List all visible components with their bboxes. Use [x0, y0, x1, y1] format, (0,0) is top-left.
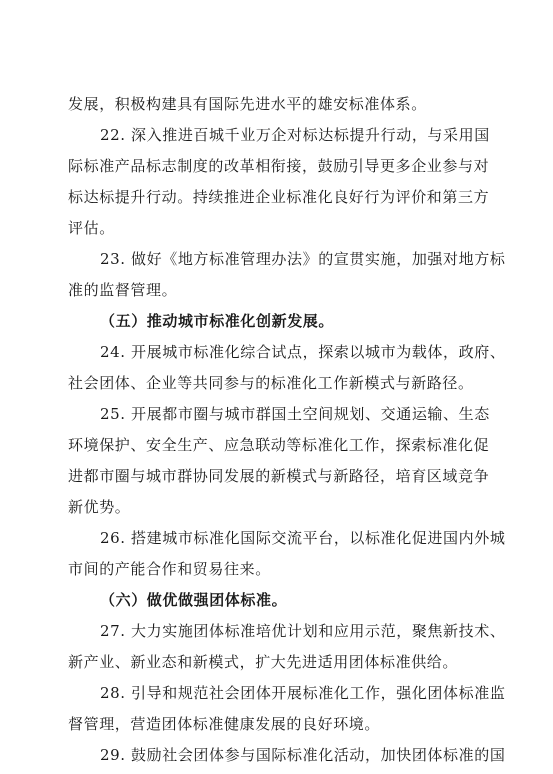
- text-line: 新优势。: [68, 498, 131, 516]
- text-line: 标达标提升行动。持续推进企业标准化良好行为评价和第三方: [68, 188, 490, 206]
- text-line: 际标准产品标志制度的改革相衔接，鼓励引导更多企业参与对: [68, 157, 490, 175]
- text-line: 社会团体、企业等共同参与的标准化工作新模式与新路径。: [68, 374, 474, 392]
- paragraph-22-line: 22. 深入推进百城千业万企对标达标提升行动，与采用国: [100, 126, 490, 144]
- text-line: 进都市圈与城市群协同发展的新模式与新路径，培育区域竞争: [68, 467, 490, 485]
- section-heading-5: （五）推动城市标准化创新发展。: [100, 312, 335, 330]
- text-line: 准的监督管理。: [68, 281, 178, 299]
- text-line: 市间的产能合作和贸易往来。: [68, 560, 271, 578]
- paragraph-25-line: 25. 开展都市圈与城市群国土空间规划、交通运输、生态: [100, 405, 490, 423]
- text-line: 督管理，营造团体标准健康发展的良好环境。: [68, 715, 381, 733]
- paragraph-26-line: 26. 搭建城市标准化国际交流平台，以标准化促进国内外城: [100, 529, 506, 547]
- text-line: 环境保护、安全生产、应急联动等标准化工作，探索标准化促: [68, 436, 490, 454]
- paragraph-28-line: 28. 引导和规范社会团体开展标准化工作，强化团体标准监: [100, 684, 506, 702]
- text-line: 新产业、新业态和新模式，扩大先进适用团体标准供给。: [68, 653, 459, 671]
- paragraph-24-line: 24. 开展城市标准化综合试点，探索以城市为载体，政府、: [100, 343, 506, 361]
- paragraph-23-line: 23. 做好《地方标准管理办法》的宣贯实施，加强对地方标: [100, 250, 506, 268]
- text-line: 发展，积极构建具有国际先进水平的雄安标准体系。: [68, 95, 427, 113]
- paragraph-29-line: 29. 鼓励社会团体参与国际标准化活动，加快团体标准的国: [100, 746, 506, 764]
- section-heading-6: （六）做优做强团体标准。: [100, 591, 288, 609]
- text-line: 评估。: [68, 219, 115, 237]
- paragraph-27-line: 27. 大力实施团体标准培优计划和应用示范，聚焦新技术、: [100, 622, 506, 640]
